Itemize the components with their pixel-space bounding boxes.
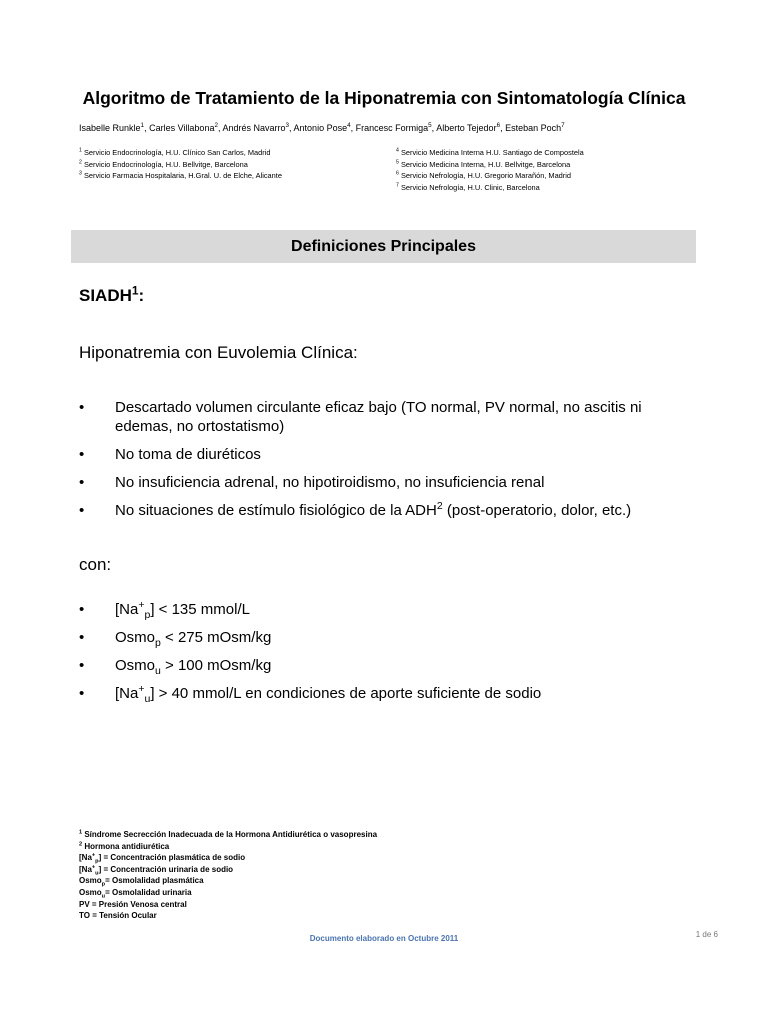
- affiliation: $^6$ Servicio Nefrología, H.U. Gregorio Marañón, Madrid: [396, 170, 571, 180]
- authors-line: [79, 123, 565, 133]
- criteria-list: [79, 398, 699, 529]
- affiliation: $^4$ Servicio Medicina Interna H.U. Santiago de Compostela: [396, 147, 584, 157]
- author: Andrés Navarro$^3$,: [222, 122, 294, 133]
- bullet-icon: •: [79, 474, 85, 491]
- author: Alberto Tejedor$^6$,: [436, 122, 506, 133]
- author: Carles Villabona$^2$,: [149, 122, 223, 133]
- footnote: TO = Tensión Ocular: [79, 911, 157, 921]
- footnote: $[Na^+_u]$ = Concentración urinaria de sodio: [79, 864, 234, 877]
- bullet-icon: •: [79, 446, 85, 463]
- list-item: • No situaciones de estímulo fisiológico de la ADH$^2$ (post-operatorio, dolor, etc.): [79, 500, 632, 519]
- lab-criteria-list: [79, 600, 699, 712]
- footnote: Osmo$_p$= Osmolalidad plasmática: [79, 876, 204, 888]
- page-title: Algoritmo de Tratamiento de la Hiponatremia con Sintomatología Clínica: [82, 88, 686, 108]
- footnote: $^1$ Síndrome Secrección Inadecuada de la Hormona Antidiurética o vasopresina: [79, 829, 378, 839]
- author: Francesc Formiga$^5$,: [355, 122, 437, 133]
- con-label: con:: [79, 555, 112, 574]
- footnotes: [79, 829, 377, 922]
- footer-text: Documento elaborado en Octubre 2011: [309, 934, 459, 943]
- affiliation: $^3$ Servicio Farmacia Hospitalaria, H.Gral. U. de Elche, Alicante: [79, 170, 282, 180]
- author: Isabelle Runkle$^1$,: [79, 122, 150, 133]
- page-number: 1 de 6: [695, 930, 718, 939]
- bullet-icon: •: [79, 601, 85, 618]
- author: Esteban Poch$^7$: [505, 122, 565, 133]
- bullet-icon: •: [79, 657, 85, 674]
- author: Antonio Pose$^4$,: [293, 122, 356, 133]
- bullet-icon: •: [79, 629, 85, 646]
- affiliations-left: [79, 147, 282, 182]
- bullet-icon: •: [79, 399, 85, 416]
- bullet-icon: •: [79, 502, 85, 519]
- list-item: • Osmo$_p$ < 275 mOsm/kg: [79, 629, 272, 649]
- footnote: $[Na^+_p]$ = Concentración plasmática de sodio: [79, 852, 246, 865]
- list-item: • $[Na^+_u] > 40$ mmol/L en condiciones de aporte suficiente de sodio: [79, 683, 542, 705]
- list-item: • No toma de diuréticos: [79, 446, 261, 463]
- term-heading: SIADH$^1$:: [79, 283, 145, 305]
- list-item: • $[Na^+_p] < 135$ mmol/L: [79, 599, 250, 621]
- bullet-icon: •: [79, 685, 85, 702]
- footnote: $^2$ Hormona antidiurética: [79, 840, 170, 851]
- list-item: • No insuficiencia adrenal, no hipotiroidismo, no insuficiencia renal: [79, 474, 545, 491]
- affiliation: $^2$ Servicio Endocrinología, H.U. Bellvitge, Barcelona: [79, 159, 248, 169]
- affiliation: $^7$ Servicio Nefrología, H.U. Clinic, Barcelona: [396, 182, 540, 192]
- affiliations-right: [396, 147, 584, 193]
- footnote: PV = Presión Venosa central: [79, 899, 187, 909]
- section-title: Definiciones Principales: [291, 237, 476, 255]
- affiliation: $^5$ Servicio Medicina Interna, H.U. Bellvitge, Barcelona: [396, 159, 571, 169]
- list-item: • Osmo$_u$ > 100 mOsm/kg: [79, 657, 272, 677]
- section-header: [71, 230, 696, 263]
- footnote: Osmo$_u$= Osmolalidad urinaria: [79, 887, 192, 900]
- subheading: Hiponatremia con Euvolemia Clínica:: [79, 343, 358, 362]
- affiliation: $^1$ Servicio Endocrinología, H.U. Clínico San Carlos, Madrid: [79, 147, 271, 157]
- list-item: • Descartado volumen circulante eficaz bajo (TO normal, PV normal, no ascitis ni edemas, no ortostatismo): [79, 399, 642, 435]
